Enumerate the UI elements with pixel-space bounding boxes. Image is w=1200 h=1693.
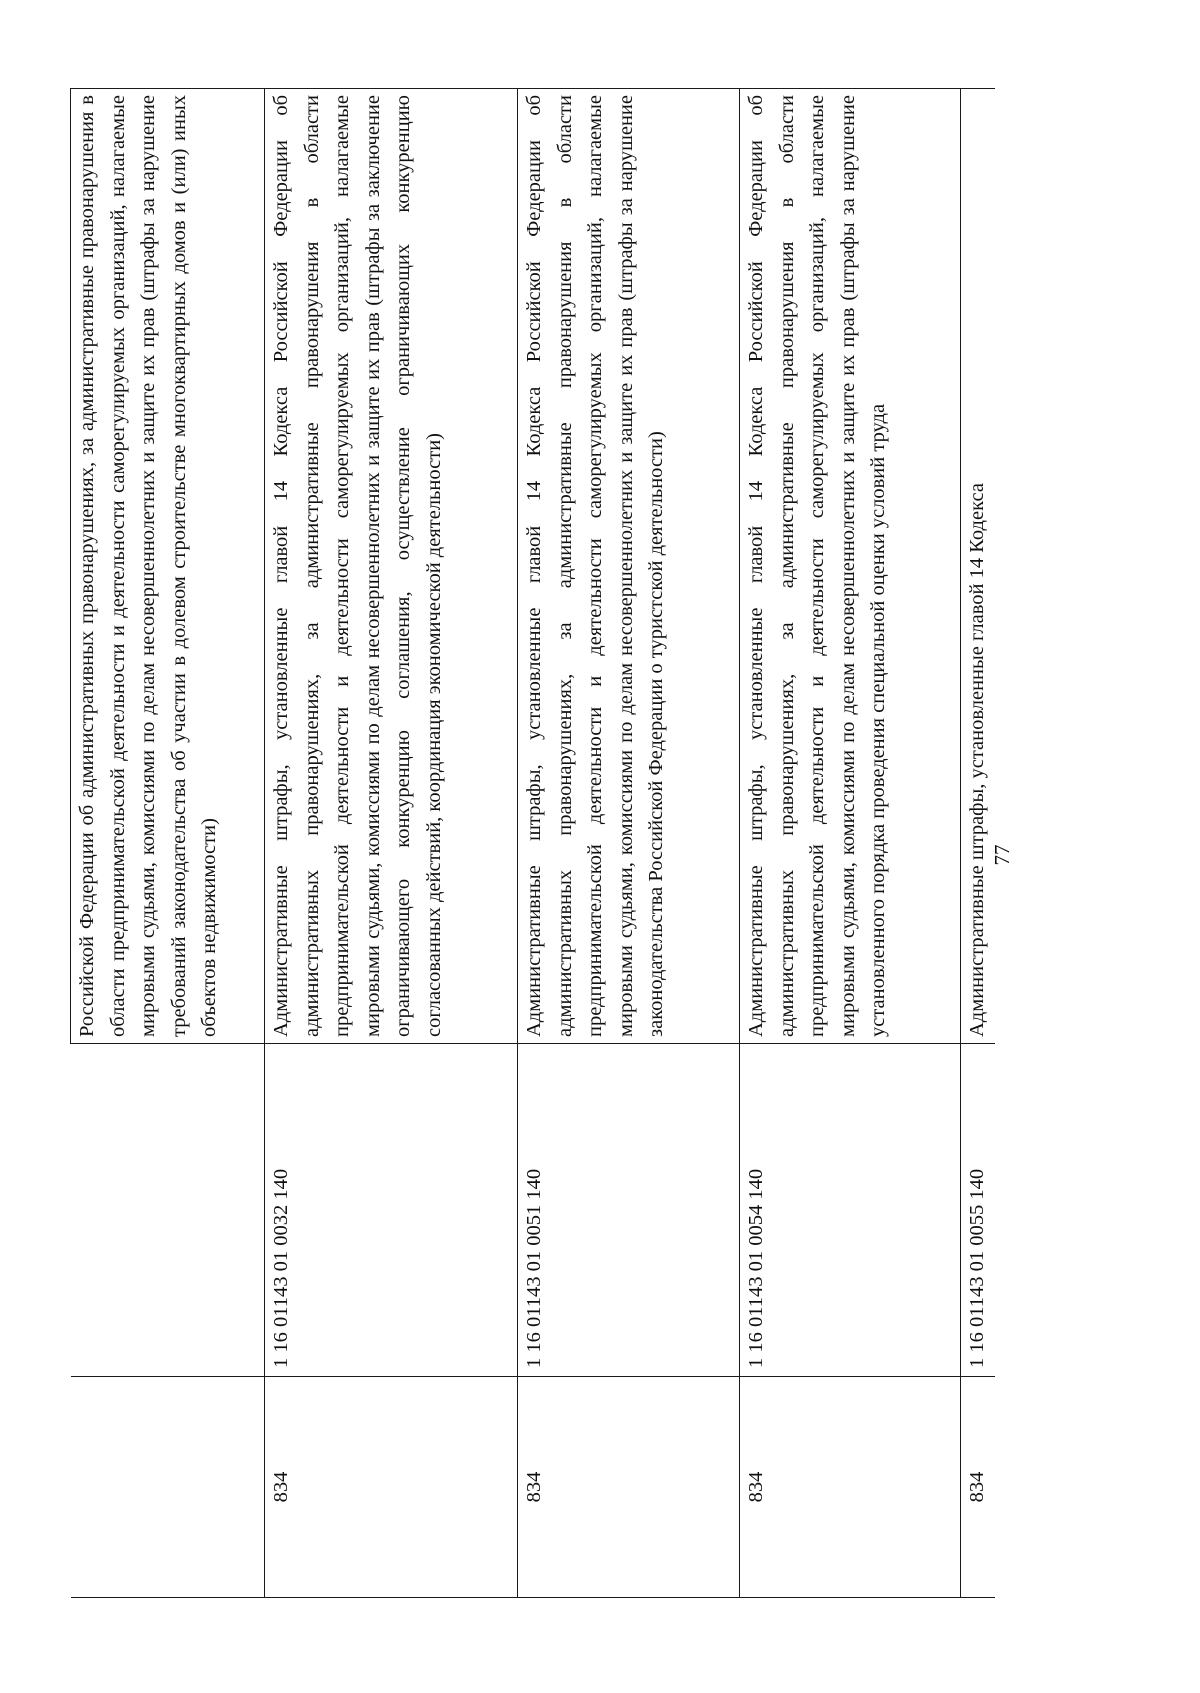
kbk-code-cell [71,1044,265,1377]
page-number: 77 [990,844,1014,866]
description-cell: Российской Федерации об административных правонарушениях, за административные правонарушения в области предпринимательской деятельности и деятельности саморегулируемых организаций, налагаемые мировыми судьями, комиссиями по делам несовершеннолетних и защите их прав (штрафы за нарушение требований законодательства об участии в долевом строительстве многоквартирных домов и (или) иных объектов недвижимости) [71,89,265,1044]
description-cell: Административные штрафы, установленные главой 14 Кодекса [961,89,995,1044]
table-row [265,89,518,1598]
admin-code-cell: 834 [518,1377,740,1598]
kbk-code-cell: 1 16 01143 01 0054 140 [740,1044,961,1377]
kbk-code-cell: 1 16 01143 01 0051 140 [518,1044,740,1377]
budget-classification-table [70,88,995,1598]
rotated-page [70,0,1070,1598]
description-cell: Административные штрафы, установленные главой 14 Кодекса Российской Федерации об административных правонарушениях, за административные правонарушения в области предпринимательской деятельности и деятельности саморегулируемых организаций, налагаемые мировыми судьями, комиссиями по делам несовершеннолетних и защите их прав (штрафы за заключение ограничивающего конкуренцию соглашения, осуществление ограничивающих конкуренцию согласованных действий, координация экономической деятельности) [265,89,518,1044]
description-cell: Административные штрафы, установленные главой 14 Кодекса Российской Федерации об административных правонарушениях, за административные правонарушения в области предпринимательской деятельности и деятельности саморегулируемых организаций, налагаемые мировыми судьями, комиссиями по делам несовершеннолетних и защите их прав (штрафы за нарушение установленного порядка проведения специальной оценки условий труда [740,89,961,1044]
table-row [740,89,961,1598]
description-cell: Административные штрафы, установленные главой 14 Кодекса Российской Федерации об административных правонарушениях, за административные правонарушения в области предпринимательской деятельности и деятельности саморегулируемых организаций, налагаемые мировыми судьями, комиссиями по делам несовершеннолетних и защите их прав (штрафы за нарушение законодательства Российской Федерации о туристской деятельности) [518,89,740,1044]
admin-code-cell: 834 [740,1377,961,1598]
table-row [518,89,740,1598]
table-row [71,89,265,1598]
admin-code-cell [71,1377,265,1598]
kbk-code-cell: 1 16 01143 01 0032 140 [265,1044,518,1377]
admin-code-cell: 834 [265,1377,518,1598]
kbk-code-cell: 1 16 01143 01 0055 140 [961,1044,995,1377]
admin-code-cell: 834 [961,1377,995,1598]
